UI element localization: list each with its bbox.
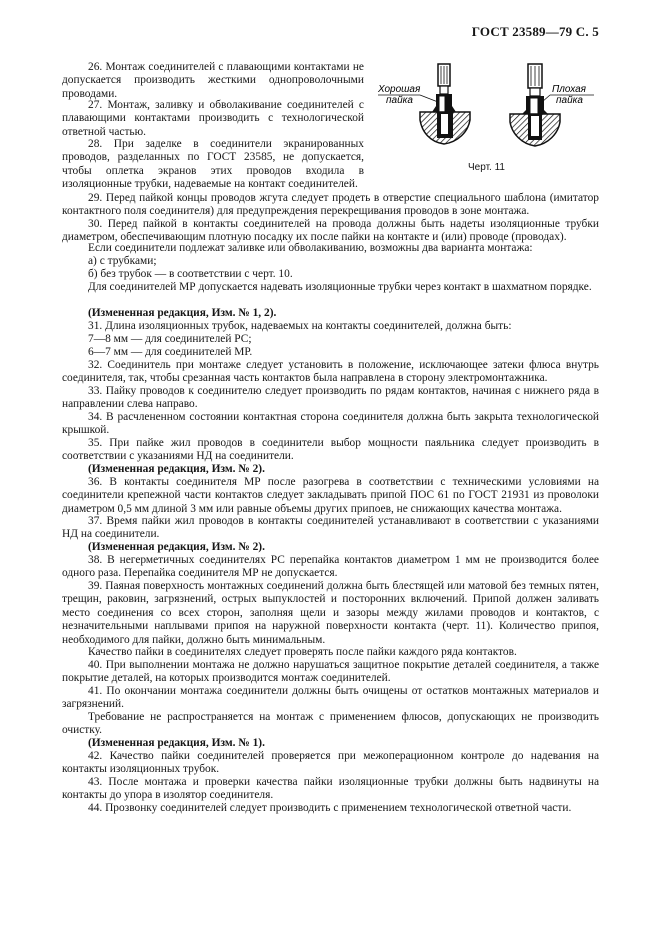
- clause-39-check: Качество пайки в соединителях следует проверять после пайки каждого ряда контактов.: [88, 646, 517, 658]
- bad-solder-joint: [510, 64, 560, 146]
- clause-28: 28. При заделке в соединители экранированных проводов, разделанных по ГОСТ 23585, не допускается, чтобы оплетка экранов этих проводов входила в изоляционные трубки, надеваемые на контакт соединителей.: [62, 138, 364, 191]
- clause-38: 38. В негерметичных соединителях РС перепайка контактов диаметром 1 мм не производится более одного раза. Перепайка соединителя МР не допускается.: [62, 554, 599, 580]
- clause-35: 35. При пайке жил проводов в соединители выбор мощности паяльника следует производить в соответствии с указаниями НД на соединители.: [62, 437, 599, 463]
- clause-26: 26. Монтаж соединителей с плавающими контактами не допускается производить жесткими однопроволочными проводами.: [62, 61, 364, 100]
- clause-30-variants-intro: Если соединители подлежат заливке или обволакиванию, возможны два варианта монтажа:: [88, 242, 533, 254]
- amendment-note: (Измененная редакция, Изм. № 2).: [88, 541, 265, 553]
- clause-44: 44. Прозвонку соединителей следует производить с применением технологической ответной части.: [88, 802, 572, 814]
- good-label-line2: пайка: [386, 95, 413, 106]
- clause-30-variant-b: б) без трубок — в соответствии с черт. 10.: [88, 268, 293, 280]
- clause-29: 29. Перед пайкой концы проводов жгута следует продеть в отверстие специального шаблона (имитатор контактного поля соединителя) для предупреждения перекрещивания проводов в зоне монтажа.: [62, 192, 599, 218]
- clause-33: 33. Пайку проводов к соединителю следует производить по рядам контактов, начиная с нижнего ряда в направлении слева направо.: [62, 385, 599, 411]
- bad-label-line1: Плохая: [552, 84, 587, 95]
- page-header: ГОСТ 23589—79 С. 5: [471, 24, 599, 39]
- amendment-note: (Измененная редакция, Изм. № 2).: [88, 463, 265, 475]
- good-leader-line: [420, 95, 438, 102]
- clause-31-item-rs: 7—8 мм — для соединителей РС;: [88, 333, 252, 345]
- good-solder-joint: [420, 64, 470, 144]
- bad-label-line2: пайка: [556, 95, 583, 106]
- clause-41-exception: Требование не распространяется на монтаж с применением флюсов, допускающих не производить очистку.: [62, 711, 599, 737]
- clause-41: 41. По окончании монтажа соединители должны быть очищены от остатков монтажных материалов и загрязнений.: [62, 685, 599, 711]
- clause-30: 30. Перед пайкой в контакты соединителей на провода должны быть надеты изоляционные трубки диаметром, обеспечивающим плотную посадку их после пайки на контакте и (или) проводе (проводах).: [62, 218, 599, 244]
- clause-34: 34. В расчлененном состоянии контактная сторона соединителя должна быть закрыта технологической крышкой.: [62, 411, 599, 437]
- amendment-note: (Измененная редакция, Изм. № 1, 2).: [88, 307, 277, 319]
- clause-32: 32. Соединитель при монтаже следует установить в положение, исключающее затеки флюса внутрь соединителя, так, чтобы срезанная часть контактов была направлена в сторону электромонтажника.: [62, 359, 599, 385]
- clause-31-item-mr: 6—7 мм — для соединителей МР.: [88, 346, 253, 358]
- amendment-note: (Измененная редакция, Изм. № 1).: [88, 737, 265, 749]
- clause-27: 27. Монтаж, заливку и обволакивание соединителей с плавающими контактами производить с технологической ответной частью.: [62, 99, 364, 138]
- clause-37: 37. Время пайки жил проводов в контакты соединителей устанавливают в соответствии с указаниями НД на соединители.: [62, 515, 599, 541]
- clause-36: 36. В контакты соединителя МР после разогрева в соответствии с техническими условиями на соединители крепежной части контактов следует закладывать припой ПОС 61 по ГОСТ 21931 из проволоки диаметром 0,5 мм длиной 3 мм или равные объемы других припоев, не снижающих качества монтажа.: [62, 476, 599, 515]
- clause-40: 40. При выполнении монтажа не должно нарушаться защитное покрытие деталей соединителя, а также покрытие деталей, на которых производится монтаж соединителей.: [62, 659, 599, 685]
- clause-43: 43. После монтажа и проверки качества пайки изоляционные трубки должны быть надвинуты на контакты до упора в изолятор соединителя.: [62, 776, 599, 802]
- clause-30-variant-a: а) с трубками;: [88, 255, 157, 267]
- clause-39: 39. Паяная поверхность монтажных соединений должна быть блестящей или матовой без темных пятен, трещин, раковин, загрязнений, острых выпуклостей и посторонних включений. Припой должен заливать место соединения со всех сторон, заполняя щели и зазоры между жилами проводов и контактов, с незначительными наплывами припоя на наружной поверхности контакта (черт. 11). Количество припоя, необходимого для пайки, должно быть минимальным.: [62, 580, 599, 646]
- good-label-line1: Хорошая: [378, 84, 421, 95]
- clause-31: 31. Длина изоляционных трубок, надеваемых на контакты соединителей, должна быть:: [88, 320, 512, 332]
- clause-30-mr-note: Для соединителей МР допускается надевать изоляционные трубки через контакт в шахматном порядке.: [88, 281, 592, 293]
- figure-caption: Черт. 11: [468, 162, 505, 173]
- clause-42: 42. Качество пайки соединителей проверяется при межоперационном контроле до надевания на контакты изоляционных трубок.: [62, 750, 599, 776]
